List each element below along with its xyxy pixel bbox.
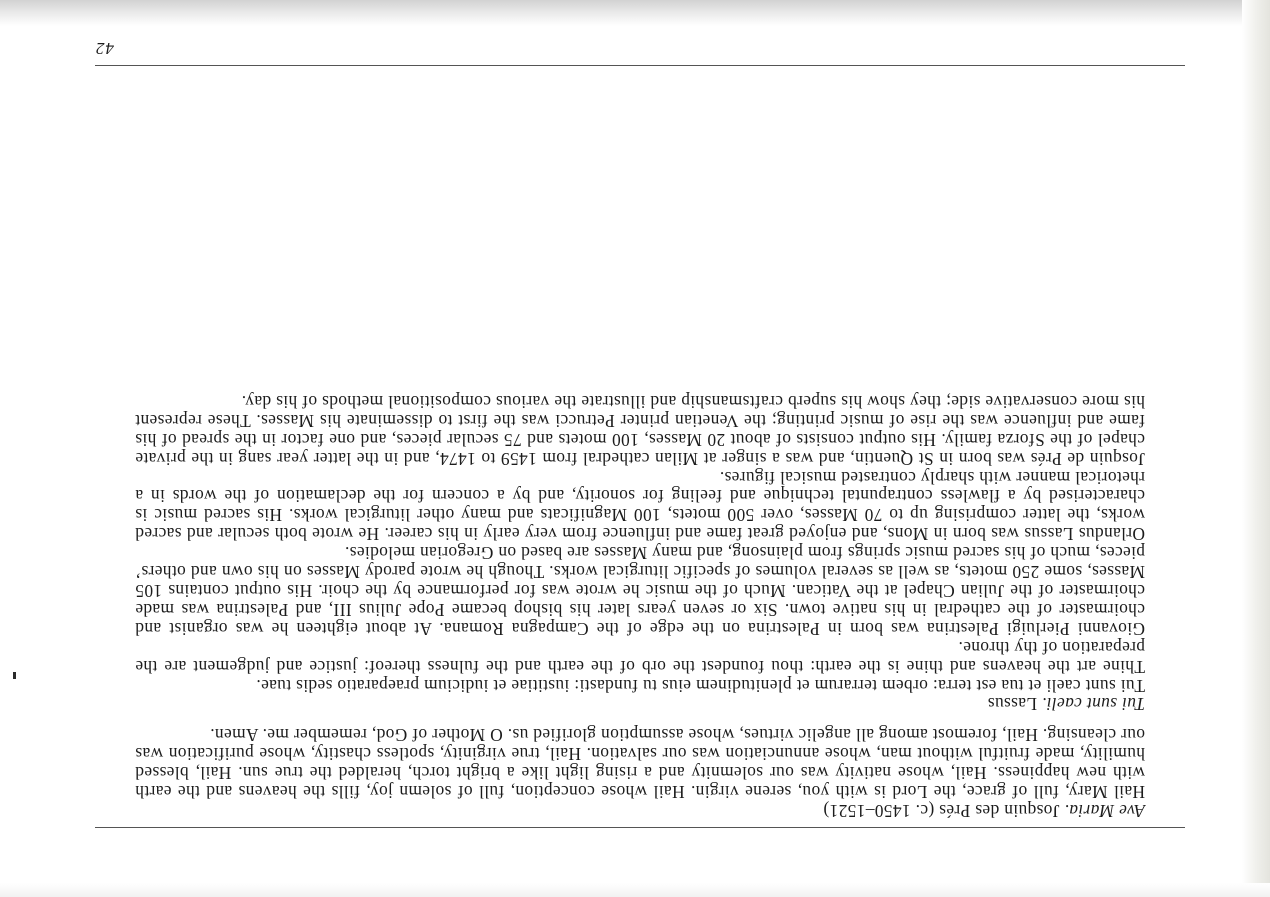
page-number: 42 xyxy=(95,39,114,58)
rotated-page-content xyxy=(60,34,1185,854)
page-edge xyxy=(1242,0,1270,897)
section-gap xyxy=(135,713,1145,725)
english-translation: Thine art the heavens and thine is the earth: thou foundest the orb of the earth and the fulness thereof: justice and judgement are the preparation of thy throne. xyxy=(135,637,1145,677)
page-text xyxy=(135,392,1145,820)
section-heading-tui-sunt-caeli xyxy=(135,695,1145,714)
section-heading-ave-maria xyxy=(135,801,1145,820)
paragraph-josquin: Josquin de Prés was born in St Quentin, and was a singer at Milan cathedral from 1459 to 1474, and in the latter year sang in the private chapel of the Sforza family. His output consists of about 20 Masses, 100 motets and 75 secular pieces, and one factor in the spread of his fame and influence was the rise of music printing; the Venetian printer Petrucci was the first to disseminate his Masses. These represent his more conservative side; they show his superb craftsmanship and illustrate the various compositional methods of his day. xyxy=(135,391,1145,469)
heading-composer: Lassus xyxy=(987,694,1037,715)
paragraph-palestrina: Giovanni Pierluigi Palestrina was born in Palestrina on the edge of the Campagna Romana. At about eighteen he was organist and choirmaster of the cathedral in his native town. Six or seven years later his bishop became Pope Julius III, and Palestrina was made choirmaster of the Julian Chapel at the Vatican. Much of the music he wrote was for performance by the choir. His output contains 105 Masses, some 250 motets, as well as several volumes of specific liturgical works. Though he wrote parody Masses on his own and others’ pieces, much of his sacred music springs from plainsong, and many Masses are based on Gregorian melodies. xyxy=(135,543,1145,639)
heading-title: Tui sunt caeli. xyxy=(1041,694,1145,715)
ave-maria-translation: Hail Mary, full of grace, the Lord is with you, serene virgin. Hail whose conception, full of solemn joy, fills the heavens and the earth with new happiness. Hail, whose nativity was our solemnity and a rising light like a bright torch, heralded the true sun. Hail, blessed humility, made fruitful without man, whose annunciation was our salvation. Hail, true virginity, spotless chastity, whose purification was our cleansing. Hail, foremost among all angelic virtues, whose assumption glorified us. O Mother of God, remember me. Amen. xyxy=(135,725,1145,803)
heading-title: Ave Maria. xyxy=(1064,801,1145,821)
scanner-shadow xyxy=(0,0,1270,26)
page-bottom-edge xyxy=(0,883,1270,897)
latin-text: Tui sunt caeli et tua est terra: orbem terrarum et plenitudinem eius tu fundasti: iustitiae et iudicium praeparatio sedis tuae. xyxy=(256,675,1145,696)
paragraph-lassus: Orlandus Lassus was born in Mons, and enjoyed great fame and influence from very early in his career. He wrote both secular and sacred works, the latter comprising up to 70 Masses, over 500 motets, 100 Magnificats and many other liturgical works. His sacred music is characterised by a flawless contrapuntal technique and feeling for sonority, and by a concern for the declamation of the words in a rhetorical manner with sharply contrasted musical figures. xyxy=(135,467,1145,545)
bottom-rule xyxy=(95,65,1185,66)
heading-composer: Josquin des Prés (c. 1450–1521) xyxy=(823,801,1060,821)
scan-speck xyxy=(13,672,16,679)
top-rule xyxy=(95,827,1185,828)
